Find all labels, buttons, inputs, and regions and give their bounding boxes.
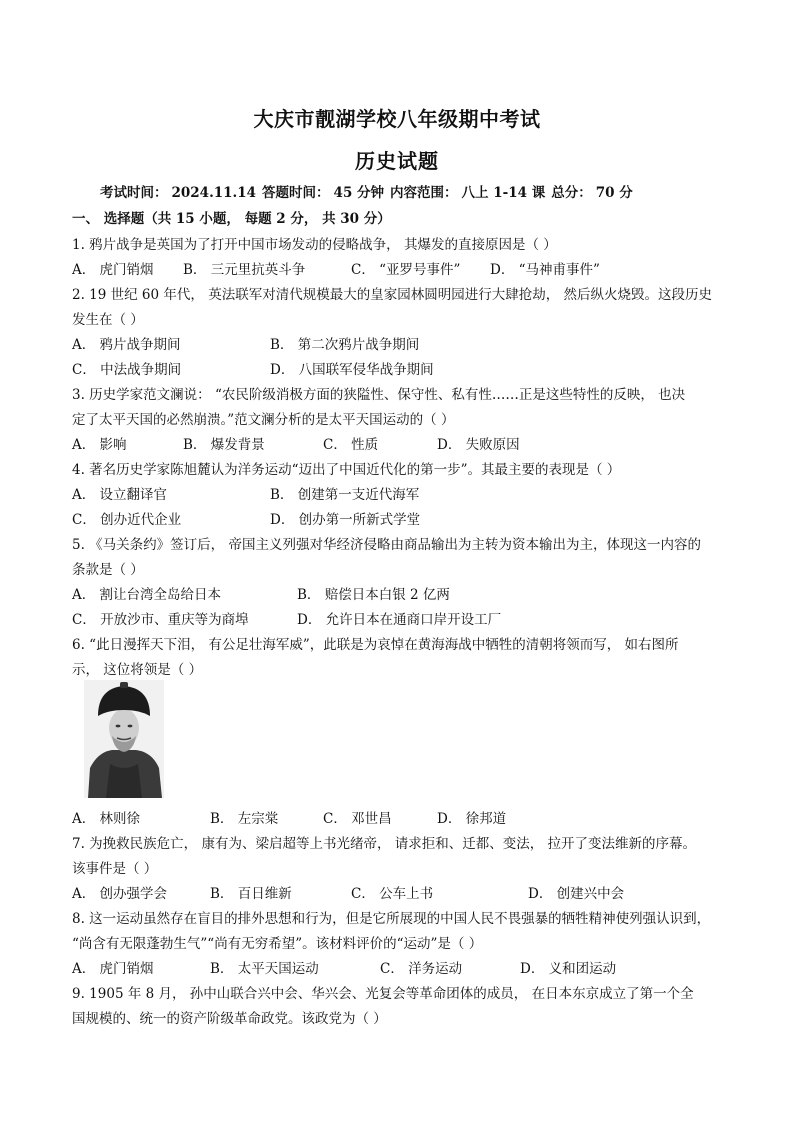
question-6-line-1: 6. “此日漫挥天下泪， 有公足壮海军威”，此联是为哀悼在黄海海战中牺牲的清朝将领而写， 如右图所 bbox=[72, 637, 679, 653]
q2-option-c[interactable]: C． 中法战争期间 bbox=[72, 362, 182, 378]
question-4: 4. 著名历史学家陈旭麓认为洋务运动“迈出了中国近代化的第一步”。其最主要的表现是（ ） bbox=[72, 462, 621, 478]
exam-time: 2024.11.14 bbox=[171, 185, 257, 201]
q3-option-a[interactable]: A． 影响 bbox=[72, 437, 127, 453]
q8-option-c[interactable]: C． 洋务运动 bbox=[380, 961, 463, 977]
question-9-line-2: 国规模的、统一的资产阶级革命政党。该政党为（ ） bbox=[72, 1011, 387, 1027]
portrait-photo bbox=[84, 680, 164, 798]
question-9-line-1: 9. 1905 年 8 月， 孙中山联合兴中会、华兴会、光复会等革命团体的成员， 在日本东京成立了第一个全 bbox=[72, 986, 694, 1002]
exam-title: 大庆市靓湖学校八年级期中考试 bbox=[253, 107, 541, 131]
q2-option-d[interactable]: D． 八国联军侵华战争期间 bbox=[270, 362, 434, 378]
portrait-illustration bbox=[84, 680, 164, 798]
q6-option-b[interactable]: B． 左宗棠 bbox=[210, 811, 279, 827]
q8-option-a[interactable]: A． 虎门销烟 bbox=[72, 961, 154, 977]
q1-option-b[interactable]: B． 三元里抗英斗争 bbox=[183, 262, 306, 278]
exam-info bbox=[100, 181, 647, 201]
question-7-line-2: 该事件是（ ） bbox=[72, 861, 158, 877]
question-8-line-1: 8. 这一运动虽然存在盲目的排外思想和行为，但是它所展现的中国人民不畏强暴的牺牲精神使列强认识到， bbox=[72, 911, 711, 927]
q5-option-b[interactable]: B． 赔偿日本白银 2 亿两 bbox=[297, 587, 450, 603]
q2-option-a[interactable]: A． 鸦片战争期间 bbox=[72, 337, 181, 353]
q1-option-d[interactable]: D． “马神甫事件” bbox=[490, 262, 600, 278]
q4-option-d[interactable]: D． 创办第一所新式学堂 bbox=[270, 512, 421, 528]
q2-option-b[interactable]: B． 第二次鸦片战争期间 bbox=[270, 337, 420, 353]
section-heading: 一、 选择题（共 15 小题， 每题 2 分， 共 30 分） bbox=[72, 211, 391, 227]
question-3-line-2: 定了太平天国的必然崩溃。”范文澜分析的是太平天国运动的（ ） bbox=[72, 412, 455, 428]
q7-option-d[interactable]: D． 创建兴中会 bbox=[528, 886, 625, 902]
q7-option-c[interactable]: C． 公车上书 bbox=[351, 886, 434, 902]
q8-option-d[interactable]: D． 义和团运动 bbox=[520, 961, 617, 977]
answer-time-label: 答题时间： bbox=[262, 185, 330, 201]
exam-subtitle: 历史试题 bbox=[355, 149, 439, 173]
total-label: 总分： bbox=[551, 185, 592, 201]
q4-option-b[interactable]: B． 创建第一支近代海军 bbox=[270, 487, 420, 503]
question-5-line-2: 条款是（ ） bbox=[72, 562, 144, 578]
q4-option-c[interactable]: C． 创办近代企业 bbox=[72, 512, 182, 528]
q7-option-b[interactable]: B． 百日维新 bbox=[210, 886, 292, 902]
answer-time: 45 分钟 bbox=[333, 185, 385, 201]
scope: 八上 1-14 课 bbox=[461, 185, 546, 201]
q7-option-a[interactable]: A． 创办强学会 bbox=[72, 886, 168, 902]
question-3-line-1: 3. 历史学家范文澜说： “农民阶级消极方面的狭隘性、保守性、私有性……正是这些特性的反映， 也决 bbox=[72, 387, 686, 403]
q1-option-c[interactable]: C． “亚罗号事件” bbox=[351, 262, 461, 278]
q3-option-d[interactable]: D． 失败原因 bbox=[437, 437, 520, 453]
q5-option-c[interactable]: C． 开放沙市、重庆等为商埠 bbox=[72, 612, 249, 628]
q8-option-b[interactable]: B． 太平天国运动 bbox=[210, 961, 319, 977]
question-7-line-1: 7. 为挽救民族危亡， 康有为、梁启超等上书光绪帝， 请求拒和、迁都、变法， 拉开了变法维新的序幕。 bbox=[72, 836, 697, 852]
question-8-line-2: “尚含有无限蓬勃生气”“尚有无穷希望”。该材料评价的“运动”是（ ） bbox=[72, 936, 483, 952]
scope-label: 内容范围： bbox=[390, 185, 458, 201]
q5-option-d[interactable]: D． 允许日本在通商口岸开设工厂 bbox=[297, 612, 502, 628]
q6-option-c[interactable]: C． 邓世昌 bbox=[323, 811, 392, 827]
q3-option-b[interactable]: B． 爆发背景 bbox=[183, 437, 265, 453]
q1-option-a[interactable]: A． 虎门销烟 bbox=[72, 262, 154, 278]
question-2-line-2: 发生在（ ） bbox=[72, 312, 144, 328]
question-2-line-1: 2. 19 世纪 60 年代， 英法联军对清代规模最大的皇家园林圆明园进行大肆抢劫， 然后纵火烧毁。这段历史 bbox=[72, 287, 712, 303]
question-1: 1. 鸦片战争是英国为了打开中国市场发动的侵略战争， 其爆发的直接原因是（ ） bbox=[72, 237, 557, 253]
q4-option-a[interactable]: A． 设立翻译官 bbox=[72, 487, 168, 503]
q3-option-c[interactable]: C． 性质 bbox=[323, 437, 379, 453]
question-5-line-1: 5. 《马关条约》签订后， 帝国主义列强对华经济侵略由商品输出为主转为资本输出为主，体现这一内容的 bbox=[72, 537, 701, 553]
total-score: 70 分 bbox=[595, 185, 633, 201]
question-6-line-2: 示， 这位将领是（ ） bbox=[72, 662, 203, 678]
q6-option-a[interactable]: A． 林则徐 bbox=[72, 811, 141, 827]
q6-option-d[interactable]: D． 徐邦道 bbox=[437, 811, 507, 827]
exam-time-label: 考试时间： bbox=[100, 185, 168, 201]
q5-option-a[interactable]: A． 割让台湾全岛给日本 bbox=[72, 587, 222, 603]
